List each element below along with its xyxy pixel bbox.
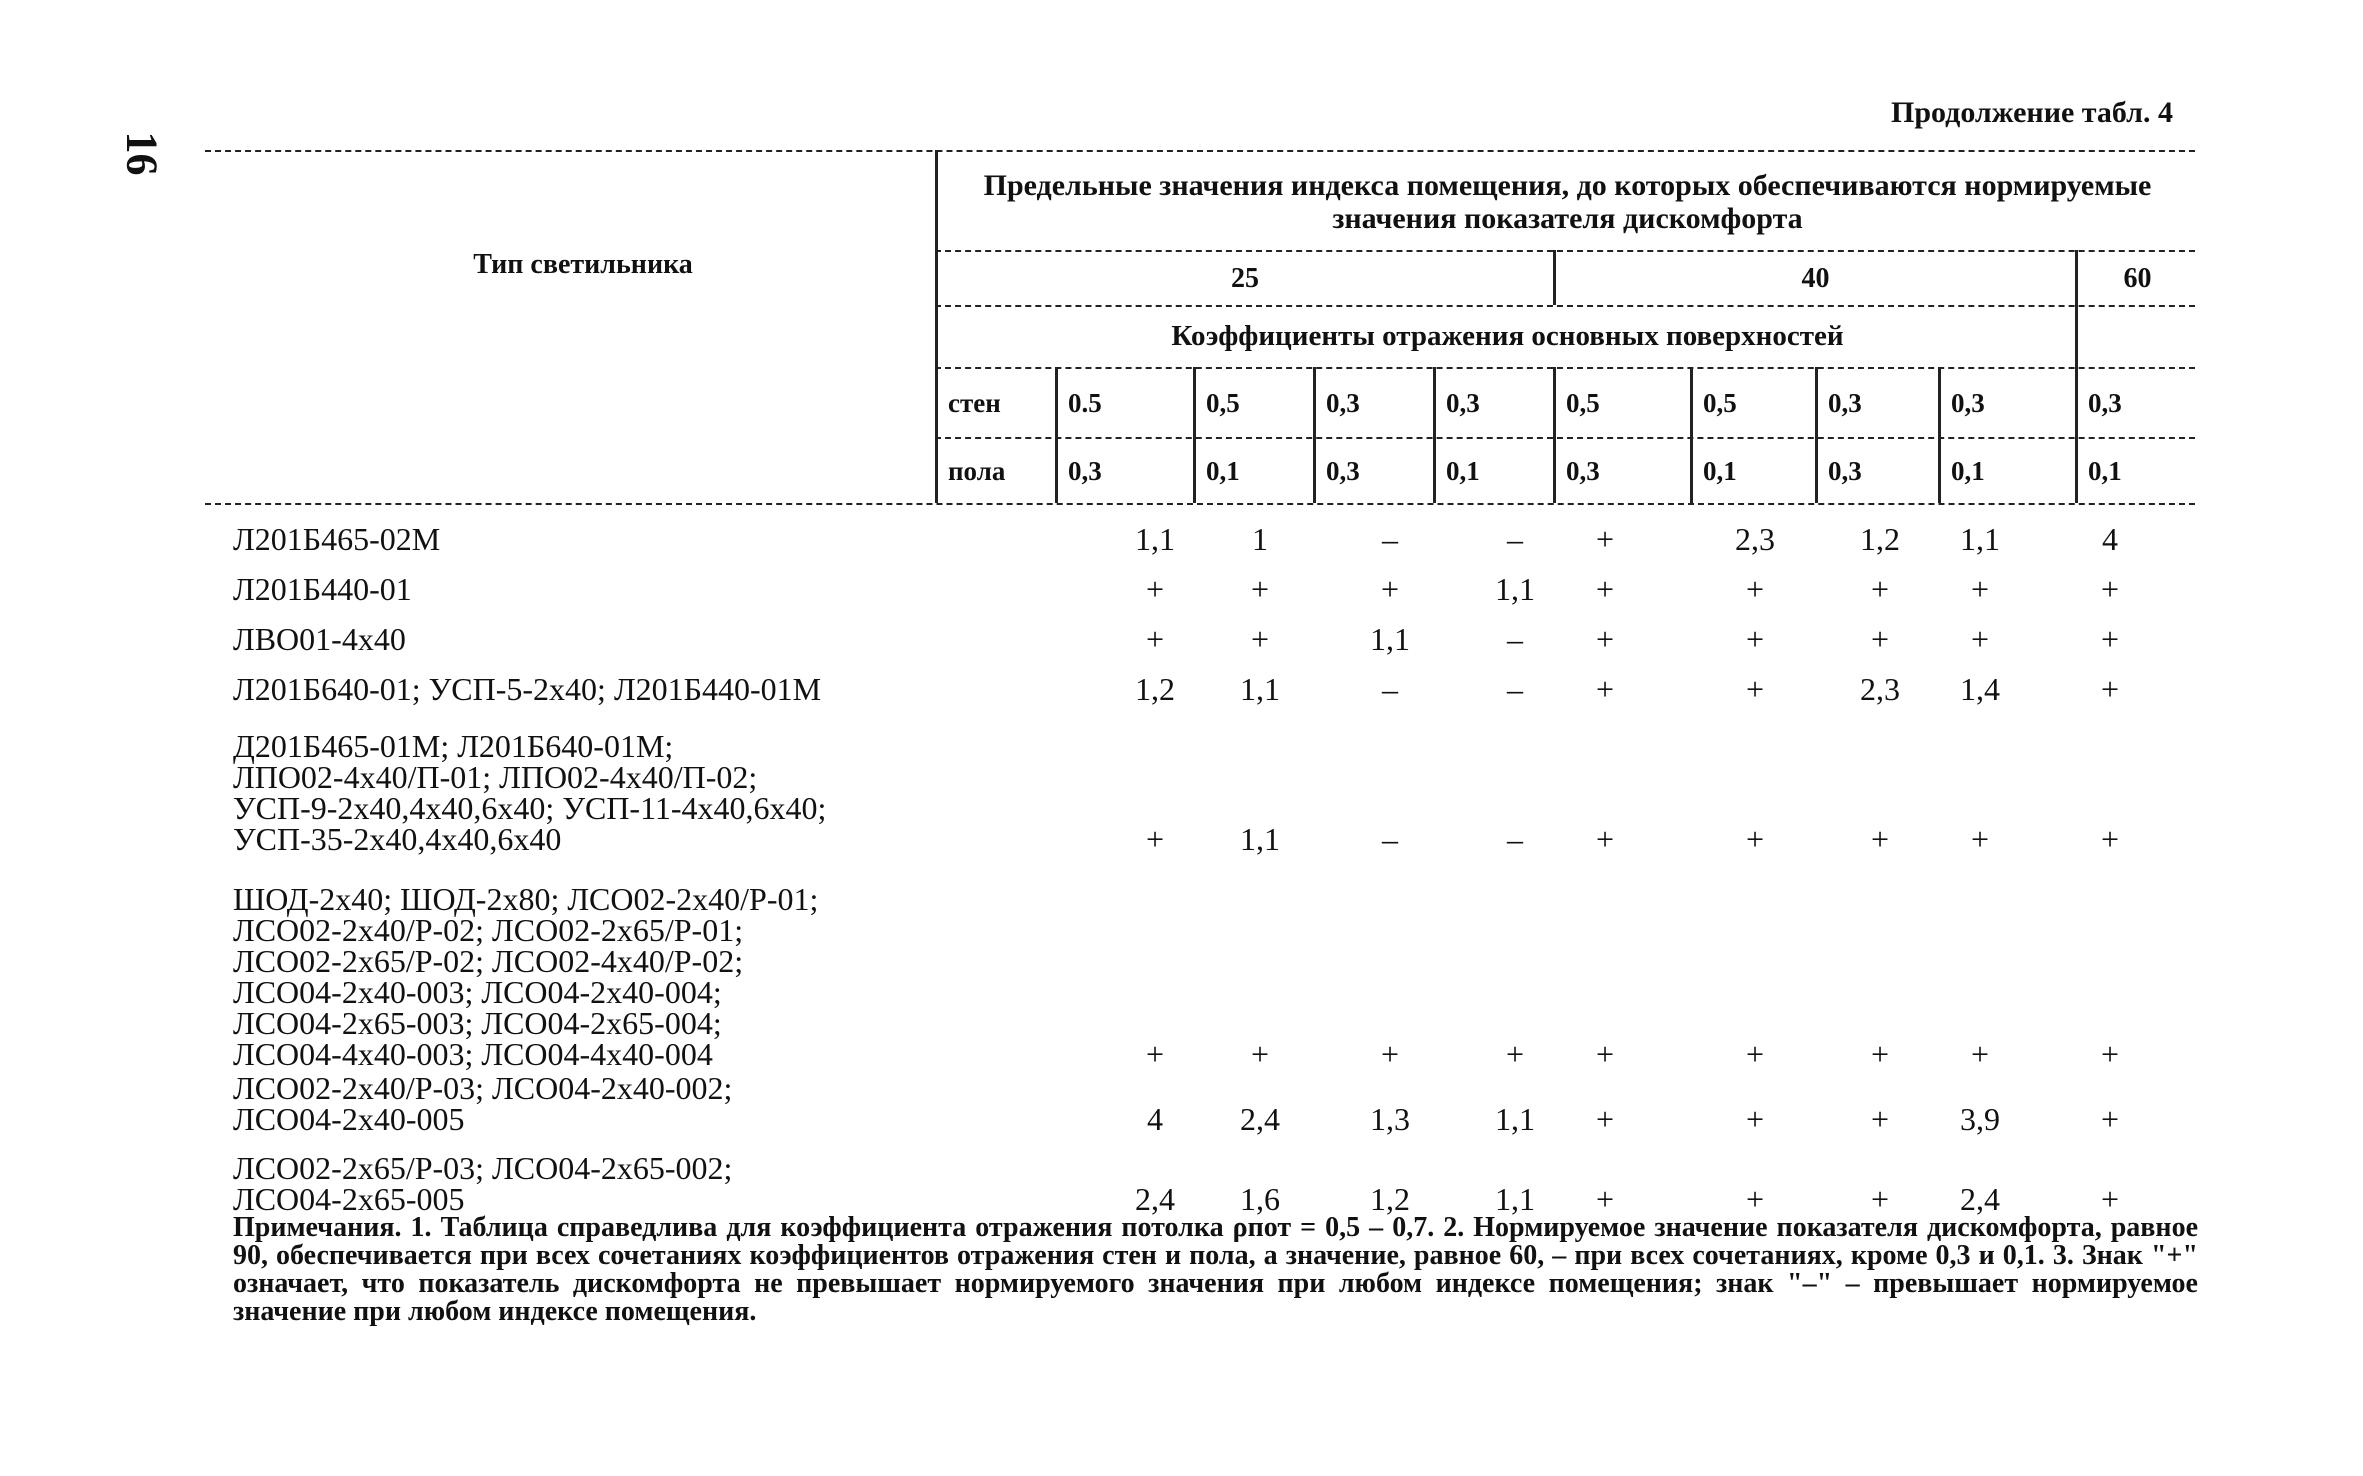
- table-cell: –: [1507, 671, 1523, 707]
- table-cell: +: [1870, 1101, 1890, 1137]
- table-cell: –: [1382, 821, 1398, 857]
- table-cell: 1,1: [1495, 1101, 1535, 1137]
- table-cell: +: [1970, 821, 1990, 857]
- coefficients-header: Коэффициенты отражения основных поверхностей: [1171, 320, 1844, 353]
- table-cell: +: [1380, 1036, 1400, 1072]
- table-cell: +: [1745, 621, 1765, 657]
- table-cell: 2,3: [1860, 671, 1900, 707]
- table-cell: +: [1595, 1101, 1615, 1137]
- table-cell: 1,1: [1240, 671, 1280, 707]
- table-cell: +: [1745, 821, 1765, 857]
- table-cell: +: [2100, 1181, 2120, 1217]
- table-cell: 4: [1147, 1101, 1163, 1137]
- floor-coefficient: 0,1: [1951, 455, 1985, 486]
- table-cell: +: [1745, 671, 1765, 707]
- table-cell: –: [1507, 521, 1523, 557]
- table-cell: 2,4: [1240, 1101, 1280, 1137]
- table-cell: 3,9: [1960, 1101, 2000, 1137]
- floor-coefficient: 0,1: [2088, 455, 2122, 486]
- type-header: Тип светильника: [473, 248, 693, 280]
- floor-coefficient: 0,3: [1068, 455, 1102, 486]
- table-cell: +: [1745, 571, 1765, 607]
- table-cell: +: [1745, 1101, 1765, 1137]
- luminaire-type: ЛСО02-2х65/Р-03; ЛСО04-2х65-002; ЛСО04-2х65-005: [233, 1150, 733, 1217]
- table-cell: 1,1: [1135, 521, 1175, 557]
- table-cell: +: [1250, 1036, 1270, 1072]
- table-cell: +: [2100, 821, 2120, 857]
- table-cell: +: [2100, 571, 2120, 607]
- table-cell: +: [1745, 1181, 1765, 1217]
- luminaire-type: ЛСО02-2х40/Р-03; ЛСО04-2х40-002; ЛСО04-2х40-005: [233, 1070, 733, 1137]
- walls-coefficient: 0,3: [2088, 387, 2122, 418]
- table-cell: +: [1595, 1181, 1615, 1217]
- table-cell: +: [1870, 571, 1890, 607]
- floor-coefficient: 0,1: [1446, 455, 1480, 486]
- walls-coefficient: 0,5: [1703, 387, 1737, 418]
- luminaire-type: Л201Б640-01; УСП-5-2х40; Л201Б440-01М: [233, 671, 822, 707]
- luminaire-type: ЛВО01-4х40: [233, 621, 406, 657]
- table-cell: +: [1595, 821, 1615, 857]
- table-cell: 1,1: [1370, 621, 1410, 657]
- table-cell: +: [2100, 1036, 2120, 1072]
- luminaire-type: Л201Б465-02М: [233, 521, 441, 557]
- table-cell: 2,4: [1960, 1181, 2000, 1217]
- table-cell: +: [1380, 571, 1400, 607]
- walls-coefficient: 0.5: [1068, 387, 1102, 418]
- table-cell: +: [1970, 571, 1990, 607]
- table-cell: 1,2: [1135, 671, 1175, 707]
- table-cell: +: [1250, 571, 1270, 607]
- table-cell: +: [1745, 1036, 1765, 1072]
- table-cell: 1,1: [1495, 1181, 1535, 1217]
- table-cell: +: [1870, 621, 1890, 657]
- floor-coefficient: 0,3: [1828, 455, 1862, 486]
- table-cell: 1,2: [1370, 1181, 1410, 1217]
- luminaire-type: ШОД-2х40; ШОД-2х80; ЛСО02-2х40/Р-01; ЛСО02-2х40/Р-02; ЛСО02-2х65/Р-01; ЛСО02-2х65/Р-02; ЛСО02-4х40/Р-02; ЛСО04-2х40-003; ЛСО04-2х40-004; ЛСО04-2х65-003; ЛСО04-2х65-004; ЛСО04-4х40-003; ЛСО04-4х40-004: [233, 881, 819, 1072]
- table-cell: –: [1382, 521, 1398, 557]
- table-cell: +: [1595, 621, 1615, 657]
- table-cell: 1,6: [1240, 1181, 1280, 1217]
- walls-label: стен: [948, 387, 1001, 418]
- table-cell: +: [1970, 621, 1990, 657]
- floor-coefficient: 0,3: [1566, 455, 1600, 486]
- table-cell: 1: [1252, 521, 1268, 557]
- walls-coefficient: 0,3: [1326, 387, 1360, 418]
- floor-coefficient: 0,1: [1206, 455, 1240, 486]
- walls-coefficient: 0,5: [1206, 387, 1240, 418]
- table-cell: +: [1595, 671, 1615, 707]
- table-cell: 4: [2102, 521, 2118, 557]
- table-cell: 1,4: [1960, 671, 2000, 707]
- table-cell: +: [2100, 621, 2120, 657]
- table-cell: 2,3: [1735, 521, 1775, 557]
- floor-label: пола: [948, 455, 1006, 486]
- table-cell: +: [1145, 821, 1165, 857]
- table-cell: +: [1870, 821, 1890, 857]
- limits-header: Предельные значения индекса помещения, до которых обеспечиваются нормируемые значения показателя дискомфорта: [983, 169, 2152, 235]
- table-cell: –: [1382, 671, 1398, 707]
- table-cell: +: [1145, 1036, 1165, 1072]
- table-row: [233, 0, 2183, 1215]
- table-cell: +: [1970, 1036, 1990, 1072]
- table-cell: +: [2100, 1101, 2120, 1137]
- floor-coefficient: 0,3: [1326, 455, 1360, 486]
- table-cell: –: [1507, 621, 1523, 657]
- walls-coefficient: 0,3: [1951, 387, 1985, 418]
- group-40: 40: [1801, 262, 1830, 294]
- table-cell: 1,1: [1960, 521, 2000, 557]
- table-cell: 1,1: [1495, 571, 1535, 607]
- luminaire-type: Л201Б440-01: [233, 571, 412, 607]
- table-cell: 1,3: [1370, 1101, 1410, 1137]
- page-number: 16: [117, 131, 167, 176]
- table-cell: +: [1145, 621, 1165, 657]
- table-cell: –: [1507, 821, 1523, 857]
- table-cell: +: [1505, 1036, 1525, 1072]
- table-cell: 2,4: [1135, 1181, 1175, 1217]
- table-cell: +: [1250, 621, 1270, 657]
- group-25: 25: [1231, 262, 1259, 294]
- luminaire-type: Д201Б465-01М; Л201Б640-01М; ЛПО02-4х40/П-01; ЛПО02-4х40/П-02; УСП-9-2х40,4х40,6х40; УСП-11-4х40,6х40; УСП-35-2х40,4х40,6х40: [233, 728, 827, 857]
- table-continuation-label: Продолжение табл. 4: [1890, 96, 2173, 129]
- group-60: 60: [2123, 262, 2152, 294]
- table-cell: +: [1595, 571, 1615, 607]
- table-cell: +: [1870, 1036, 1890, 1072]
- table-cell: +: [2100, 671, 2120, 707]
- table-cell: +: [1870, 1181, 1890, 1217]
- walls-coefficient: 0,3: [1446, 387, 1480, 418]
- table-cell: 1,2: [1860, 521, 1900, 557]
- table-notes: Примечания. 1. Таблица справедлива для коэффициента отражения потолка ρпот = 0,5 – 0,7. 2. Нормируемое значение показателя дискомфорта, равное 90, обеспечивается при всех сочетаниях коэффициентов отражения стен и пола, а значение, равное 60, – при всех сочетаниях, кроме 0,3 и 0,1. 3. Знак "+" означает, что показатель дискомфорта не превышает нормируемого значения при любом индексе помещения; знак "–" – превышает нормируемое значение при любом индексе помещения.: [233, 1212, 2198, 1327]
- table-cell: +: [1145, 571, 1165, 607]
- table-cell: +: [1595, 1036, 1615, 1072]
- floor-coefficient: 0,1: [1703, 455, 1737, 486]
- walls-coefficient: 0,5: [1566, 387, 1600, 418]
- walls-coefficient: 0,3: [1828, 387, 1862, 418]
- table-cell: +: [1595, 521, 1615, 557]
- table-cell: 1,1: [1240, 821, 1280, 857]
